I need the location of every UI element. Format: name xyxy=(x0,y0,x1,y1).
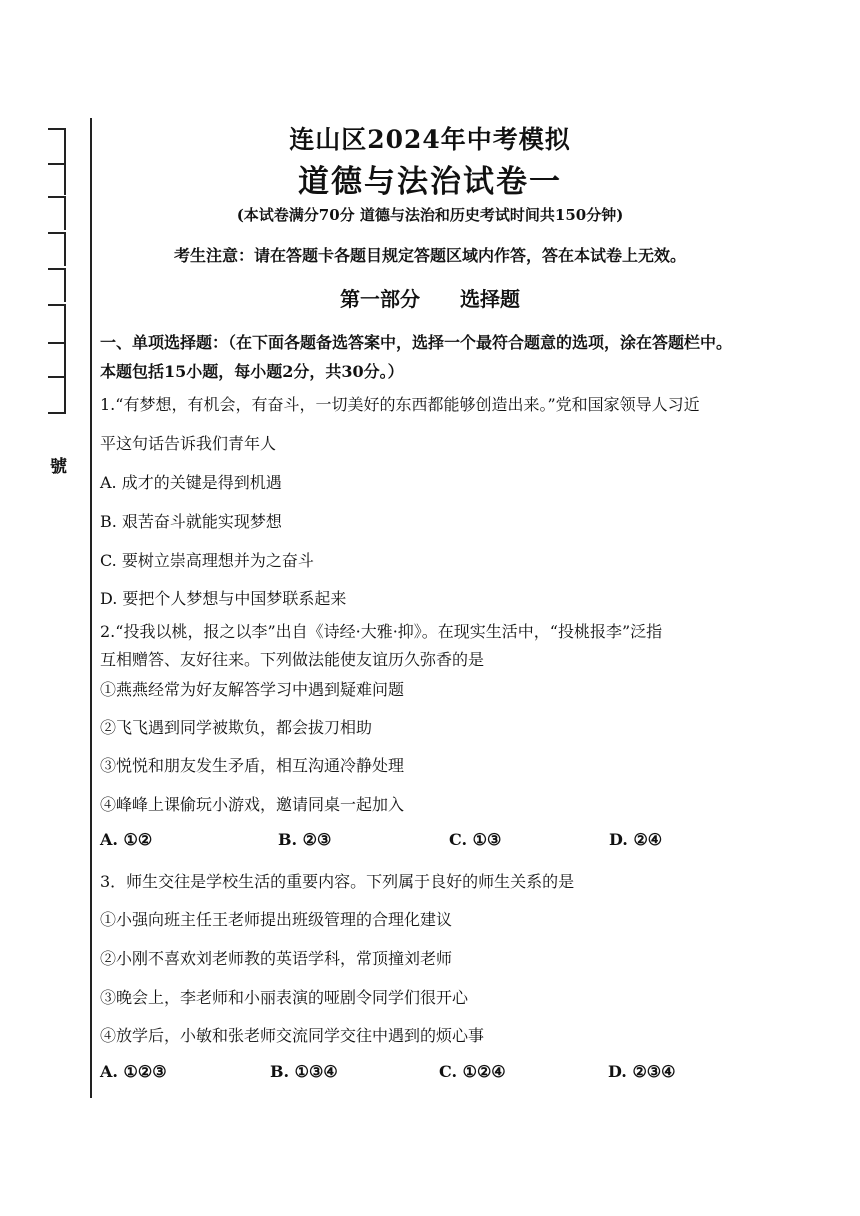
question-3-option-a: A. ①②③ xyxy=(100,1062,167,1081)
question-2-option-c: C. ①③ xyxy=(449,830,502,849)
question-3-stem: 3．师生交往是学校生活的重要内容。下列属于良好的师生关系的是 xyxy=(100,872,575,891)
question-3-option-d: D. ②③④ xyxy=(608,1062,676,1081)
exam-subtitle: (本试卷满分70分 道德与法治和历史考试时间共150分钟) xyxy=(236,206,624,224)
question-2-statement: ④峰峰上课偷玩小游戏，邀请同桌一起加入 xyxy=(100,795,405,814)
question-2-option-d: D. ②④ xyxy=(609,830,663,849)
question-1-stem: 1.“有梦想，有机会，有奋斗，一切美好的东西都能够创造出来。”党和国家领导人习近 xyxy=(100,395,700,414)
question-1-stem: 平这句话告诉我们青年人 xyxy=(100,434,277,453)
question-3-option-c: C. ①②④ xyxy=(439,1062,506,1081)
question-3-statement: ①小强向班主任王老师提出班级管理的合理化建议 xyxy=(100,910,453,929)
exam-title-line2: 道德与法治试卷一 xyxy=(298,164,562,200)
question-2-statement: ①燕燕经常为好友解答学习中遇到疑难问题 xyxy=(100,680,405,699)
question-3-statement: ③晚会上，李老师和小丽表演的哑剧令同学们很开心 xyxy=(100,988,469,1007)
question-1-choice-c: C. 要树立崇高理想并为之奋斗 xyxy=(100,551,314,570)
margin-label: 號 xyxy=(50,457,67,477)
section-instruction: 一、单项选择题：（在下面各题备选答案中，选择一个最符合题意的选项，涂在答题栏中。 xyxy=(100,333,733,352)
margin-tick-vertical xyxy=(64,378,66,412)
candidate-notice: 考生注意：请在答题卡各题目规定答题区域内作答，答在本试卷上无效。 xyxy=(173,246,686,265)
exam-title-line1: 连山区2024年中考模拟 xyxy=(289,125,571,154)
question-2-stem: 2.“投我以桃，报之以李”出自《诗经·大雅·抑》。在现实生活中，“投桃报李”泛指 xyxy=(100,622,663,641)
question-1-choice-b: B. 艰苦奋斗就能实现梦想 xyxy=(100,512,282,531)
question-2-statement: ③悦悦和朋友发生矛盾，相互沟通冷静处理 xyxy=(100,756,405,775)
question-2-option-a: A. ①② xyxy=(100,830,153,849)
margin-tick-vertical xyxy=(64,344,66,376)
question-3-option-b: B. ①③④ xyxy=(270,1062,338,1081)
section-instruction: 本题包括15小题，每小题2分，共30分。） xyxy=(100,362,404,381)
question-1-choice-a: A. 成才的关键是得到机遇 xyxy=(100,473,282,492)
part-title: 第一部分 选择题 xyxy=(340,287,520,311)
question-2-option-b: B. ②③ xyxy=(278,830,332,849)
margin-tick xyxy=(48,412,66,414)
question-3-statement: ②小刚不喜欢刘老师教的英语学科，常顶撞刘老师 xyxy=(100,949,453,968)
question-2-stem: 互相赠答、友好往来。下列做法能使友谊历久弥香的是 xyxy=(100,650,485,669)
question-3-statement: ④放学后，小敏和张老师交流同学交往中遇到的烦心事 xyxy=(100,1026,485,1045)
question-1-choice-d: D. 要把个人梦想与中国梦联系起来 xyxy=(100,589,347,608)
question-2-statement: ②飞飞遇到同学被欺负，都会拔刀相助 xyxy=(100,718,373,737)
